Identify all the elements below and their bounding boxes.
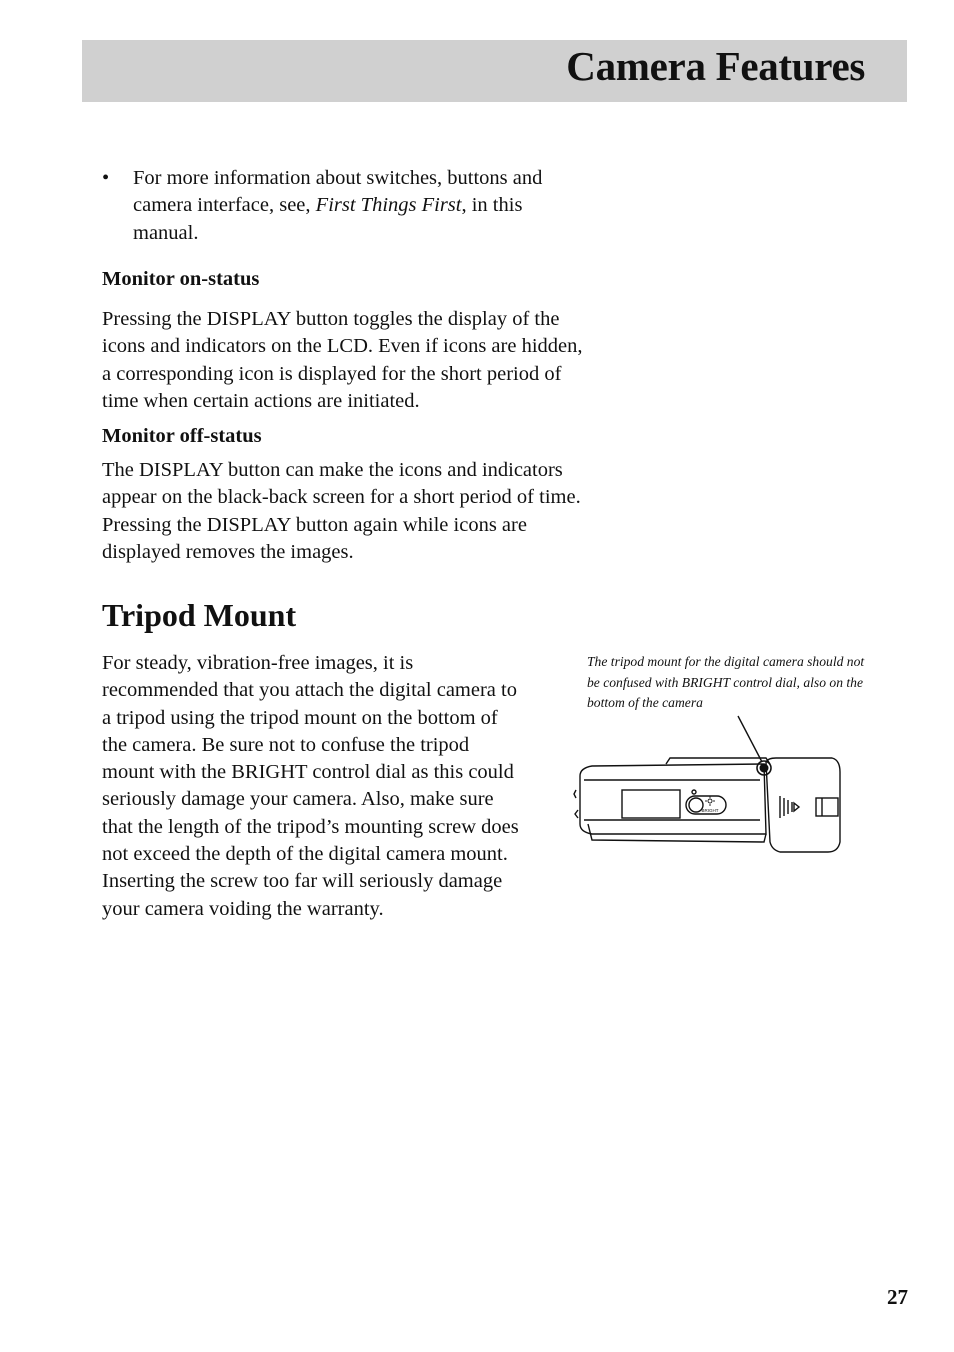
camera-grip [766, 758, 840, 852]
monitor-on-heading: Monitor on-status [102, 268, 260, 290]
camera-main-body [580, 764, 766, 834]
info-bullet [102, 165, 592, 247]
bullet-italic-reference: First Things First [315, 194, 462, 217]
bright-dial-label: BRIGHT [701, 808, 719, 813]
camera-lower-edge [588, 824, 766, 842]
battery-door [816, 798, 838, 816]
bullet-text-after: , in this manual. [133, 194, 523, 244]
bright-sun-icon [705, 796, 715, 806]
camera-bottom-illustration [570, 714, 850, 860]
figure-caption: The tripod mount for the digital camera should not be confused with BRIGHT control dial, also on the bottom of the camera [587, 654, 865, 710]
header-bar [82, 40, 907, 102]
pointer-line [738, 716, 762, 762]
monitor-on-body: Pressing the DISPLAY button toggles the display of the icons and indicators on the LCD. Even if icons are hidden, a corresponding icon is displayed for the short period of time when certain actions are initiated. [102, 308, 583, 412]
speaker-grille [780, 796, 792, 818]
page-number: 27 [887, 1285, 908, 1309]
camera-left-details [574, 790, 578, 818]
indicator-dot [692, 790, 696, 794]
lcd-panel [622, 790, 680, 818]
monitor-off-body: The DISPLAY button can make the icons and indicators appear on the black-back screen for a short period of time. Pressing the DISPLAY button again while icons are displayed removes the images. [102, 459, 581, 563]
bullet-text-before: For more information about switches, buttons and camera interface, see, [133, 167, 543, 217]
page-title: Camera Features [566, 43, 865, 89]
bullet-symbol: • [102, 167, 110, 189]
bullet-text [133, 165, 592, 247]
tripod-body: For steady, vibration-free images, it is recommended that you attach the digital camera to a tripod using the tripod mount on the bottom of the camera. Be sure not to confuse the tripod mount with the BRIGHT control dial as this could seriously damage your camera. Also, make sure that the length of the tripod’s mounting screw does not exceed the depth of the digital camera mount. Inserting the screw too far will seriously damage your camera voiding the warranty. [102, 652, 519, 920]
tripod-section-title: Tripod Mount [102, 597, 297, 633]
monitor-off-heading: Monitor off-status [102, 425, 262, 447]
camera-body-lines [584, 780, 760, 820]
tripod-mount-hole [760, 764, 769, 773]
camera-top-ridge [666, 758, 770, 764]
speaker-arrow [794, 803, 799, 811]
